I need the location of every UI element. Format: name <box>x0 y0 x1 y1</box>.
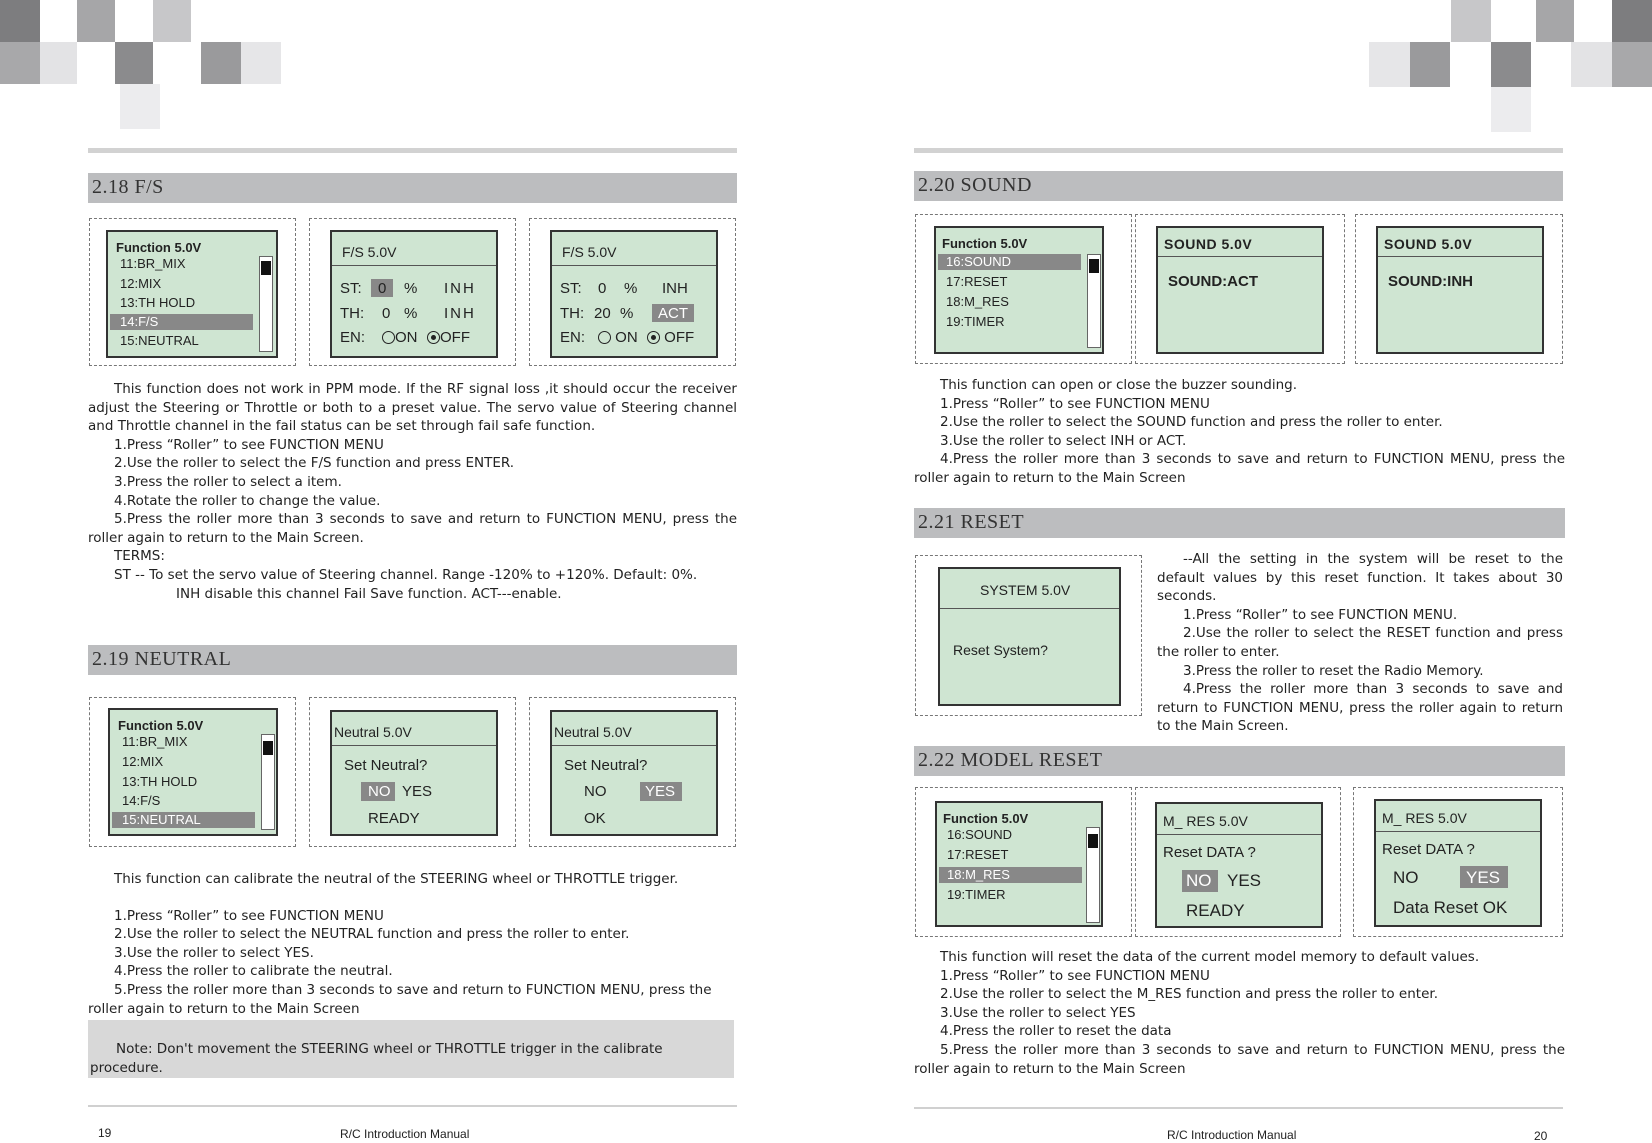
sound-intro: This function can open or close the buzzer sounding. <box>940 377 1298 393</box>
screen-title: M_ RES 5.0V <box>1382 810 1467 826</box>
note-text: Note: Don't movement the STEERING wheel or THROTTLE trigger in the calibrate procedure. <box>90 1041 663 1076</box>
sound-screen <box>1376 226 1544 354</box>
neutral-description <box>88 870 737 1018</box>
en-off-option[interactable] <box>427 329 470 346</box>
neutral-menu-frame <box>89 697 296 847</box>
scrollbar <box>259 256 273 352</box>
fs-step: 5.Press the roller more than 3 seconds to save and return to FUNCTION MENU, press the roller again to return to the Main Screen. <box>88 511 737 546</box>
screen-title: F/S 5.0V <box>562 244 617 260</box>
model-reset-screen1-frame <box>1135 787 1341 937</box>
menu-item: 12:MIX <box>120 276 162 291</box>
screen-title: M_ RES 5.0V <box>1163 813 1248 829</box>
yes-option[interactable]: YES <box>1227 871 1262 890</box>
top-rule-left <box>88 148 737 153</box>
neutral-screen2-frame <box>529 697 736 847</box>
reset-step: 2.Use the roller to select the RESET function and press the roller to enter. <box>1157 625 1563 660</box>
model-reset-step: 4.Press the roller to reset the data <box>940 1023 1172 1040</box>
fs-intro: This function does not work in PPM mode. If the RF signal loss ,it should occur the receiver adjust the Steering or Throttle or both to a preset value. The servo value of Steering channel and Throttle channel in the fail status can be set through fail safe function. <box>88 381 737 435</box>
model-reset-step: 2.Use the roller to select the M_RES function and press the roller to enter. <box>940 986 1438 1003</box>
th-value[interactable]: 0 <box>382 305 391 322</box>
fs-terms-inh: INH disable this channel Fail Save function. ACT---enable. <box>176 585 562 602</box>
reset-intro: --All the setting in the system will be reset to the default values by this reset function. It takes about 30 seconds. <box>1157 551 1563 605</box>
model-reset-description <box>914 948 1565 1078</box>
reset-screen-frame <box>915 555 1142 716</box>
model-reset-screen <box>1155 802 1323 928</box>
page-number-right: 20 <box>1534 1129 1548 1143</box>
sound-screen <box>1156 226 1324 354</box>
sound-menu-frame <box>915 214 1132 364</box>
model-reset-step: 3.Use the roller to select YES <box>940 1004 1136 1021</box>
status-text: OK <box>584 810 606 827</box>
model-reset-menu-frame <box>915 787 1132 937</box>
fs-screen1-frame <box>309 218 516 366</box>
top-rule-right <box>914 148 1563 153</box>
screen-title: Function 5.0V <box>943 811 1029 826</box>
question: Set Neutral? <box>344 757 428 774</box>
status-text: READY <box>368 810 420 827</box>
screen-title: F/S 5.0V <box>342 244 397 260</box>
neutral-step: 3.Use the roller to select YES. <box>114 944 314 961</box>
section-title: 2.21 RESET <box>918 511 1025 533</box>
function-menu-screen <box>934 226 1104 354</box>
th-value[interactable]: 20 <box>594 305 611 322</box>
st-value[interactable]: 0 <box>598 280 607 297</box>
fs-description <box>88 380 737 603</box>
section-model-reset-heading <box>914 746 1565 776</box>
page-number-left: 19 <box>98 1126 112 1140</box>
section-sound-heading <box>914 171 1563 201</box>
menu-item: 13:TH HOLD <box>122 774 198 789</box>
scrollbar <box>1087 254 1101 348</box>
sound-description <box>914 376 1565 488</box>
menu-item: 19:TIMER <box>946 314 1005 329</box>
menu-item: 11:BR_MIX <box>122 734 188 749</box>
yes-option[interactable]: YES <box>402 783 433 800</box>
reset-step: 4.Press the roller more than 3 seconds to save and return to FUNCTION MENU, press the roller again to return to the Main Screen. <box>1157 681 1563 735</box>
status-text: Data Reset OK <box>1393 898 1508 917</box>
section-title: 2.19 NEUTRAL <box>92 648 232 670</box>
fs-step: 1.Press “Roller” to see FUNCTION MENU <box>114 436 384 453</box>
menu-item: 19:TIMER <box>947 887 1006 902</box>
screen-title: Function 5.0V <box>942 236 1028 251</box>
radio-off-icon <box>382 331 395 344</box>
th-label: TH: <box>340 305 365 322</box>
fs-step: 4.Rotate the roller to change the value. <box>114 492 381 509</box>
on-label: ON <box>615 329 638 346</box>
radio-on-icon <box>427 331 440 344</box>
fs-screen2-frame <box>529 218 736 366</box>
fs-step: 2.Use the roller to select the F/S function and press ENTER. <box>114 455 515 472</box>
question: Reset System? <box>953 642 1048 658</box>
reset-step: 1.Press “Roller” to see FUNCTION MENU. <box>1183 606 1458 623</box>
menu-item: 16:SOUND <box>947 827 1013 842</box>
st-unit: % <box>624 280 638 297</box>
section-title: 2.22 MODEL RESET <box>918 749 1103 771</box>
yes-option[interactable]: YES <box>645 783 676 800</box>
section-reset-heading <box>914 508 1565 538</box>
model-reset-step: 1.Press “Roller” to see FUNCTION MENU <box>940 967 1210 984</box>
no-option[interactable]: NO <box>1186 871 1212 890</box>
question: Reset DATA ? <box>1382 841 1475 858</box>
st-label: ST: <box>560 280 582 297</box>
th-state[interactable]: INH <box>444 305 476 322</box>
scrollbar <box>261 734 275 830</box>
fs-step: 3.Press the roller to select a item. <box>114 473 342 490</box>
th-unit: % <box>620 305 634 322</box>
footer-title-right: R/C Introduction Manual <box>1167 1128 1297 1142</box>
off-label: OFF <box>440 329 470 346</box>
th-unit: % <box>404 305 418 322</box>
neutral-step: 1.Press “Roller” to see FUNCTION MENU <box>114 907 384 924</box>
model-reset-step: 5.Press the roller more than 3 seconds to save and return to FUNCTION MENU, press the roller again to return to the Main Screen <box>914 1041 1565 1077</box>
th-state[interactable]: ACT <box>658 305 688 322</box>
fs-terms-st: ST -- To set the servo value of Steering channel. Range -120% to +120%. Default: 0%. <box>114 566 698 583</box>
model-reset-screen <box>1374 799 1542 927</box>
sound-screen2-frame <box>1355 214 1563 364</box>
sound-step: 2.Use the roller to select the SOUND function and press the roller to enter. <box>940 414 1443 431</box>
th-label: TH: <box>560 305 585 322</box>
off-label: OFF <box>664 329 695 346</box>
en-off-option[interactable] <box>647 329 694 346</box>
menu-item: 12:MIX <box>122 754 164 769</box>
st-unit: % <box>404 280 418 297</box>
menu-item: 14:F/S <box>122 793 161 808</box>
no-option[interactable]: NO <box>368 783 391 800</box>
en-label: EN: <box>560 329 586 346</box>
neutral-intro: This function can calibrate the neutral of the STEERING wheel or THROTTLE trigger. <box>114 871 679 887</box>
st-value[interactable]: 0 <box>378 280 387 297</box>
neutral-screen <box>550 710 718 836</box>
sound-step: 1.Press “Roller” to see FUNCTION MENU <box>940 395 1210 412</box>
sound-screen1-frame <box>1135 214 1345 364</box>
screen-title: SOUND 5.0V <box>1164 236 1253 252</box>
question: Set Neutral? <box>564 757 648 774</box>
bottom-rule-left <box>88 1105 737 1107</box>
question: Reset DATA ? <box>1163 844 1256 861</box>
menu-item: 11:BR_MIX <box>120 256 186 271</box>
function-menu-screen <box>106 230 278 358</box>
menu-item-selected: 14:F/S <box>120 314 159 329</box>
st-state[interactable]: INH <box>444 280 476 297</box>
st-state[interactable]: INH <box>662 280 688 297</box>
screen-title: Function 5.0V <box>116 240 202 255</box>
sound-step: 4.Press the roller more than 3 seconds to save and return to FUNCTION MENU, press the roller again to return to the Main Screen <box>914 451 1565 486</box>
en-label: EN: <box>340 329 366 346</box>
bottom-rule-right <box>914 1107 1563 1109</box>
reset-description <box>1157 550 1563 736</box>
neutral-step: 4.Press the roller to calibrate the neutral. <box>114 963 393 980</box>
footer-title-left: R/C Introduction Manual <box>340 1127 470 1141</box>
menu-item-selected: 16:SOUND <box>946 254 1012 269</box>
fs-setting-screen <box>550 230 718 358</box>
fs-terms-label: TERMS: <box>114 548 165 565</box>
screen-title: Neutral 5.0V <box>334 724 412 740</box>
model-reset-screen2-frame <box>1353 787 1563 937</box>
menu-item-selected: 15:NEUTRAL <box>122 812 201 827</box>
radio-off-icon <box>598 331 611 344</box>
menu-item: 13:TH HOLD <box>120 295 196 310</box>
neutral-step: 2.Use the roller to select the NEUTRAL function and press the roller to enter. <box>114 926 630 943</box>
no-option[interactable]: NO <box>1393 868 1419 887</box>
reset-step: 3.Press the roller to reset the Radio Memory. <box>1183 662 1484 679</box>
section-fs-heading <box>88 173 737 203</box>
menu-item-selected: 18:M_RES <box>947 867 1010 882</box>
screen-title: Neutral 5.0V <box>554 724 632 740</box>
neutral-step: 5.Press the roller more than 3 seconds to save and return to FUNCTION MENU, press the roller again to return to the Main Screen <box>88 981 712 1017</box>
sound-value[interactable]: SOUND:ACT <box>1168 273 1258 290</box>
en-on-option[interactable] <box>382 329 418 346</box>
yes-option[interactable]: YES <box>1466 868 1501 887</box>
on-label: ON <box>395 329 418 346</box>
menu-item: 17:RESET <box>946 274 1008 289</box>
section-title: 2.18 F/S <box>92 176 164 198</box>
status-text: READY <box>1186 901 1245 920</box>
neutral-note-box <box>88 1020 734 1078</box>
scrollbar <box>1086 827 1100 923</box>
system-reset-screen <box>938 567 1121 706</box>
fs-menu-frame <box>89 218 296 366</box>
model-reset-intro: This function will reset the data of the current model memory to default values. <box>940 949 1480 965</box>
sound-value[interactable]: SOUND:INH <box>1388 273 1473 290</box>
neutral-screen1-frame <box>309 697 516 847</box>
screen-title: SOUND 5.0V <box>1384 236 1473 252</box>
radio-on-icon <box>647 331 660 344</box>
screen-title: SYSTEM 5.0V <box>980 582 1071 598</box>
no-option[interactable]: NO <box>584 783 607 800</box>
screen-title: Function 5.0V <box>118 718 204 733</box>
fs-setting-screen <box>330 230 498 358</box>
menu-item: 18:M_RES <box>946 294 1009 309</box>
en-on-option[interactable] <box>598 329 638 346</box>
function-menu-screen <box>935 801 1103 927</box>
function-menu-screen <box>108 708 278 836</box>
section-title: 2.20 SOUND <box>918 174 1032 196</box>
menu-item: 17:RESET <box>947 847 1009 862</box>
neutral-screen <box>330 710 498 836</box>
section-neutral-heading <box>88 645 737 675</box>
menu-item: 15:NEUTRAL <box>120 333 199 348</box>
st-label: ST: <box>340 280 362 297</box>
sound-step: 3.Use the roller to select INH or ACT. <box>940 432 1187 449</box>
